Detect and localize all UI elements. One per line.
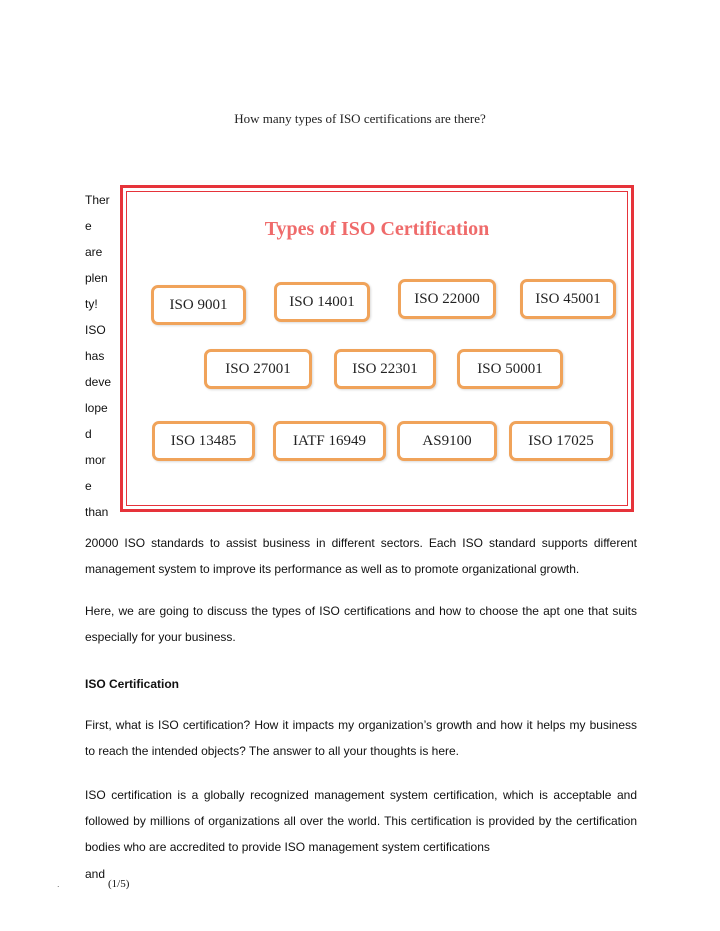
intro-wrapped-text xyxy=(85,187,125,525)
wrapped-word: e xyxy=(85,219,92,233)
wrapped-word: d xyxy=(85,427,92,441)
cert-box: ISO 27001 xyxy=(204,349,312,389)
cert-box: AS9100 xyxy=(397,421,497,461)
wrapped-word: deve xyxy=(85,375,112,389)
figure-heading: Types of ISO Certification xyxy=(264,218,490,240)
wrapped-word: mor xyxy=(85,453,106,467)
footer-mark: . xyxy=(57,879,60,889)
cert-box: ISO 13485 xyxy=(152,421,255,461)
cert-box: ISO 50001 xyxy=(457,349,563,389)
cert-box: ISO 14001 xyxy=(274,282,370,322)
cert-box: ISO 9001 xyxy=(151,285,246,325)
wrapped-word: ty! xyxy=(85,297,98,311)
wrapped-word: are xyxy=(85,245,103,259)
wrapped-word: lope xyxy=(85,401,108,415)
cert-box: ISO 22301 xyxy=(334,349,436,389)
paragraph: 20000 ISO standards to assist business in different sectors. Each ISO standard supports different management system to improve its performance as well as to promote organizational growth. xyxy=(85,536,637,576)
section-heading: ISO Certification xyxy=(85,677,180,691)
page-title: How many types of ISO certifications are there? xyxy=(234,111,486,126)
wrapped-word: Ther xyxy=(85,193,110,207)
wrapped-word: ISO xyxy=(85,323,106,337)
wrapped-word: has xyxy=(85,349,105,363)
wrapped-word: e xyxy=(85,479,92,493)
cert-box: ISO 17025 xyxy=(509,421,613,461)
wrapped-word: than xyxy=(85,505,109,519)
cert-box: IATF 16949 xyxy=(273,421,386,461)
paragraph: Here, we are going to discuss the types of ISO certifications and how to choose the apt one that suits especially for your business. xyxy=(85,604,637,644)
cert-box: ISO 45001 xyxy=(520,279,616,319)
wrapped-word: plen xyxy=(85,271,108,285)
paragraph: First, what is ISO certification? How it impacts my organization’s growth and how it helps my business to reach the intended objects? The answer to all your thoughts is here. xyxy=(85,718,637,758)
paragraph-last-line: and xyxy=(85,867,106,881)
page-number: (1/5) xyxy=(108,878,130,890)
iso-types-figure xyxy=(120,185,634,512)
cert-box: ISO 22000 xyxy=(398,279,496,319)
paragraph: ISO certification is a globally recognized management system certification, which is acceptable and followed by millions of organizations all over the world. This certification is provided by the certification bodies who are accredited to provide ISO management system certifications xyxy=(85,788,637,854)
